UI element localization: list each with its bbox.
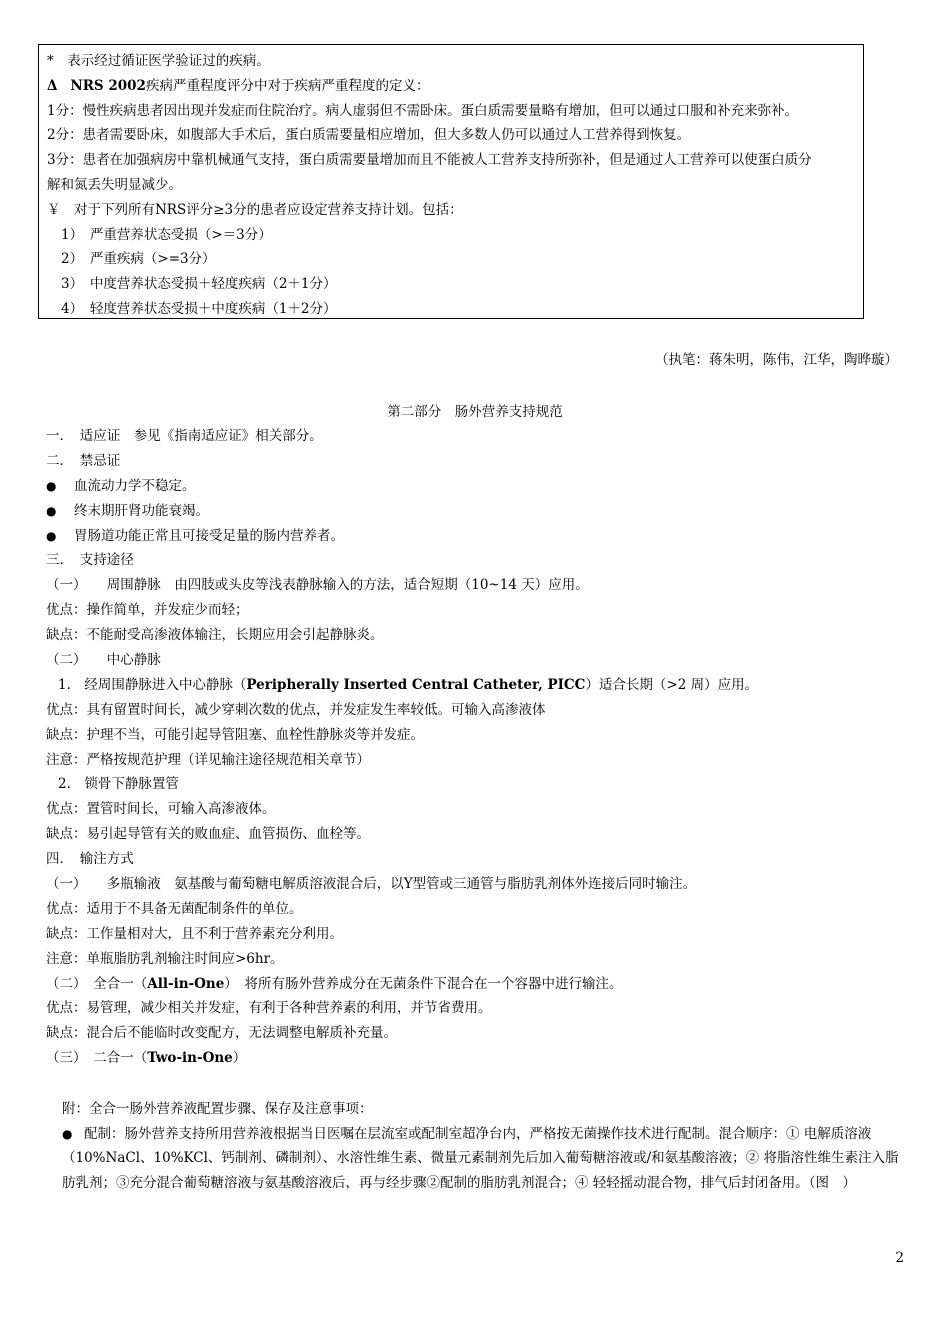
route-subclavian: 2. 锁骨下静脉置管 — [58, 776, 179, 793]
method-multi-bottle-pro: 优点：适用于不具备无菌配制条件的单位。 — [46, 900, 303, 917]
aio-bold: All-in-One — [147, 975, 225, 992]
delta-symbol: Δ — [47, 77, 58, 94]
delta-rest: 疾病严重程度评分中对于疾病严重程度的定义： — [145, 77, 430, 94]
bullet-icon: ● — [46, 478, 57, 493]
tio-bold: Two-in-One — [147, 1050, 233, 1067]
nrs-notes-box — [38, 44, 864, 319]
bullet-icon: ● — [62, 1126, 73, 1141]
method-multi-bottle: （一） 多瓶输液 氨基酸与葡萄糖电解质溶液混合后，以Y型管或三通管与脂肪乳剂体外连接后同时输注。 — [46, 876, 697, 893]
picc-post: ）适合长期（>2 周）应用。 — [585, 676, 759, 693]
route-subclavian-pro: 优点：置管时间长，可输入高渗液体。 — [46, 801, 276, 818]
heading-routes: 三． 支持途径 — [46, 552, 134, 569]
route-peripheral-pro: 优点：操作简单，并发症少而轻； — [46, 602, 249, 619]
plan-item-4: 4） 轻度营养状态受损＋中度疾病（1＋2分） — [61, 300, 337, 317]
appendix-body: 配制：肠外营养支持所用营养液根据当日医嘱在层流室或配制室超净台内，严格按无菌操作技术进行配制。混合顺序：① 电解质溶液（10%NaCl、10%KCl、钙制剂、磷制剂）、水溶性维生素、微量元素制剂先后加入葡萄糖溶液或/和氨基酸溶液；② 将脂溶性维生素注入脂肪乳剂；③充分混合葡萄糖溶液与氨基酸溶液后，再与经步骤②配制的脂肪乳剂混合；④ 轻轻摇动混合物，排气后封闭备用。（图 ） — [62, 1125, 899, 1191]
contraindication-text: 终末期肝肾功能衰竭。 — [74, 502, 209, 519]
method-two-in-one — [46, 1046, 916, 1071]
score-3a: 3分：患者在加强病房中靠机械通气支持，蛋白质需要量增加而且不能被人工营养支持所弥补，但是通过人工营养可以使蛋白质分 — [47, 152, 812, 169]
appendix-title: 附：全合一肠外营养液配置步骤、保存及注意事项： — [62, 1101, 373, 1117]
score-2: 2分：患者需要卧床，如腹部大手术后，蛋白质需要量相应增加，但大多数人仍可以通过人工营养得到恢复。 — [47, 127, 691, 144]
picc-pre: 1. 经周围静脉进入中心静脉（ — [58, 676, 247, 693]
contraindication-1 — [46, 474, 916, 499]
score-1: 1分：慢性疾病患者因出现并发症而住院治疗。病人虚弱但不需卧床。蛋白质需要量略有增加，但可以通过口服和补充来弥补。 — [47, 102, 799, 119]
yen-note: ￥ 对于下列所有NRS评分≥3分的患者应设定营养支持计划。包括： — [47, 201, 463, 218]
score-3b: 解和氮丢失明显减少。 — [47, 176, 182, 193]
route-peripheral: （一） 周围静脉 由四肢或头皮等浅表静脉输入的方法，适合短期（10~14 天）应用。 — [46, 577, 589, 594]
section-body — [46, 424, 916, 1071]
method-multi-bottle-con: 缺点：工作量相对大，且不利于营养素充分利用。 — [46, 925, 343, 942]
route-picc-pro: 优点：具有留置时间长，减少穿刺次数的优点，并发症发生率较低。可输入高渗液体 — [46, 701, 546, 718]
tio-pre: （三） 二合一（ — [46, 1050, 148, 1067]
author-credit: （执笔：蒋朱明，陈伟，江华，陶晔璇） — [655, 352, 898, 368]
appendix-text — [62, 1122, 907, 1196]
picc-bold: Peripherally Inserted Central Catheter, PICC — [246, 676, 586, 693]
contraindication-text: 血流动力学不稳定。 — [74, 477, 196, 494]
method-all-in-one-con: 缺点：混合后不能临时改变配方，无法调整电解质补充量。 — [46, 1025, 397, 1042]
heading-indications: 一． 适应证 参见《指南适应证》相关部分。 — [46, 428, 323, 444]
route-picc-note: 注意：严格按规范护理（详见输注途径规范相关章节） — [46, 751, 370, 768]
route-picc-con: 缺点：护理不当，可能引起导管阻塞、血栓性静脉炎等并发症。 — [46, 726, 424, 743]
route-central: （二） 中心静脉 — [46, 652, 161, 669]
bullet-icon: ● — [46, 503, 57, 518]
contraindication-3 — [46, 524, 916, 549]
delta-bold: NRS 2002 — [70, 77, 146, 94]
page-number: 2 — [895, 1250, 904, 1266]
bullet-icon: ● — [46, 528, 57, 543]
star-note: * 表示经过循证医学验证过的疾病。 — [47, 53, 270, 69]
section-title: 第二部分 肠外营养支持规范 — [387, 404, 563, 420]
heading-contraindications: 二． 禁忌证 — [46, 452, 121, 469]
contraindication-text: 胃肠道功能正常且可接受足量的肠内营养者。 — [74, 527, 344, 544]
method-all-in-one-pro: 优点：易管理，减少相关并发症，有利于各种营养素的利用，并节省费用。 — [46, 1000, 492, 1017]
contraindication-2 — [46, 499, 916, 524]
plan-item-2: 2） 严重疾病（>=3分） — [61, 251, 216, 268]
plan-item-1: 1） 严重营养状态受损（>＝3分） — [61, 226, 272, 243]
method-multi-bottle-note: 注意：单瓶脂肪乳剂输注时间应>6hr。 — [46, 950, 284, 967]
heading-infusion: 四． 输注方式 — [46, 851, 134, 868]
delta-note — [47, 74, 855, 99]
route-peripheral-con: 缺点：不能耐受高渗液体输注，长期应用会引起静脉炎。 — [46, 627, 384, 644]
tio-post: ） — [232, 1050, 247, 1067]
aio-pre: （二） 全合一（ — [46, 975, 148, 992]
route-subclavian-con: 缺点：易引起导管有关的败血症、血管损伤、血栓等。 — [46, 826, 370, 843]
route-picc — [46, 673, 916, 698]
method-all-in-one — [46, 972, 916, 997]
aio-post: ） 将所有肠外营养成分在无菌条件下混合在一个容器中进行输注。 — [224, 975, 623, 992]
plan-item-3: 3） 中度营养状态受损＋轻度疾病（2＋1分） — [61, 276, 337, 293]
appendix — [62, 1097, 907, 1195]
